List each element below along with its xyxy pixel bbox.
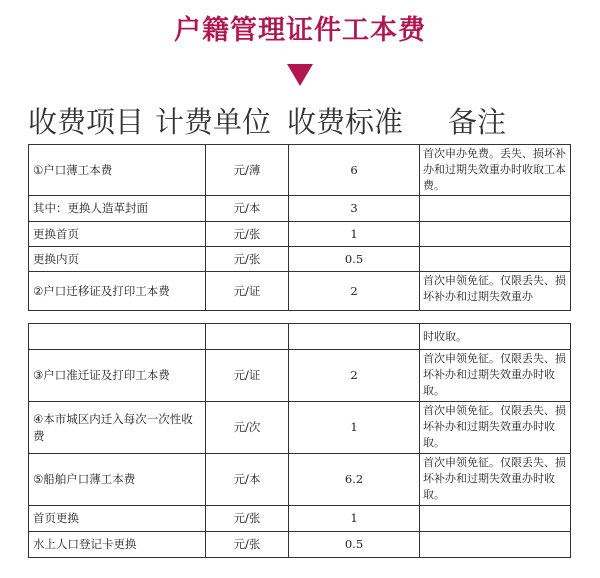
cell-note xyxy=(420,506,571,532)
cell-item: ①户口薄工本费 xyxy=(29,145,206,196)
cell-price: 3 xyxy=(289,196,420,222)
cell-note: 首次申领免征。仅限丢失、损坏补办和过期失效重办时收取。 xyxy=(420,454,571,506)
cell-item: 首页更换 xyxy=(29,506,206,532)
cell-price xyxy=(289,324,420,350)
cell-item: 更换内页 xyxy=(29,247,206,272)
column-headers xyxy=(0,100,600,144)
cell-item: 更换首页 xyxy=(29,222,206,247)
cell-price: 2 xyxy=(289,350,420,402)
table-row xyxy=(29,272,571,311)
cell-note xyxy=(420,222,571,247)
table-row xyxy=(29,145,571,196)
header-unit: 计费单位 xyxy=(155,105,272,139)
table-row xyxy=(29,506,571,532)
fee-table-bottom xyxy=(28,323,571,558)
cell-price: 0.5 xyxy=(289,532,420,558)
cell-unit: 元/张 xyxy=(206,247,289,272)
table-row xyxy=(29,402,571,454)
cell-note: 首次申办免费。丢失、损坏补办和过期失效重办时收取工本费。 xyxy=(420,145,571,196)
cell-note xyxy=(420,247,571,272)
down-arrow-icon xyxy=(287,64,313,86)
cell-note: 时收取。 xyxy=(420,324,571,350)
cell-item: ③户口准迁证及打印工本费 xyxy=(29,350,206,402)
table-row xyxy=(29,222,571,247)
cell-price: 1 xyxy=(289,506,420,532)
cell-item: 其中：更换人造革封面 xyxy=(29,196,206,222)
cell-note: 首次申领免征。仅限丢失、损坏补办和过期失效重办时收取。 xyxy=(420,402,571,454)
cell-price: 1 xyxy=(289,402,420,454)
cell-item: 水上人口登记卡更换 xyxy=(29,532,206,558)
table-row xyxy=(29,532,571,558)
cell-unit: 元/证 xyxy=(206,350,289,402)
cell-price: 2 xyxy=(289,272,420,311)
cell-price: 6 xyxy=(289,145,420,196)
fee-table-top xyxy=(28,144,571,311)
cell-item: ⑤船舶户口薄工本费 xyxy=(29,454,206,506)
table-row xyxy=(29,350,571,402)
cell-unit: 元/张 xyxy=(206,222,289,247)
cell-unit: 元/次 xyxy=(206,402,289,454)
cell-price: 6.2 xyxy=(289,454,420,506)
table-row xyxy=(29,247,571,272)
cell-item: ②户口迁移证及打印工本费 xyxy=(29,272,206,311)
cell-unit xyxy=(206,324,289,350)
cell-unit: 元/张 xyxy=(206,532,289,558)
cell-price: 0.5 xyxy=(289,247,420,272)
cell-unit: 元/张 xyxy=(206,506,289,532)
cell-unit: 元/本 xyxy=(206,196,289,222)
cell-unit: 元/本 xyxy=(206,454,289,506)
cell-price: 1 xyxy=(289,222,420,247)
cell-unit: 元/证 xyxy=(206,272,289,311)
header-item: 收费项目 xyxy=(28,105,145,139)
cell-note xyxy=(420,196,571,222)
cell-note xyxy=(420,532,571,558)
table-row xyxy=(29,324,571,350)
cell-item xyxy=(29,324,206,350)
cell-note: 首次申领免征。仅限丢失、损坏补办和过期失效重办时收取。 xyxy=(420,350,571,402)
header-price: 收费标准 xyxy=(287,105,404,139)
table-row xyxy=(29,454,571,506)
table-row xyxy=(29,196,571,222)
header-note: 备注 xyxy=(448,105,507,139)
cell-unit: 元/薄 xyxy=(206,145,289,196)
page-title: 户籍管理证件工本费 xyxy=(174,15,426,46)
cell-note: 首次申领免征。仅限丢失、损坏补办和过期失效重办 xyxy=(420,272,571,311)
cell-item: ④本市城区内迁入每次一次性收费 xyxy=(29,402,206,454)
